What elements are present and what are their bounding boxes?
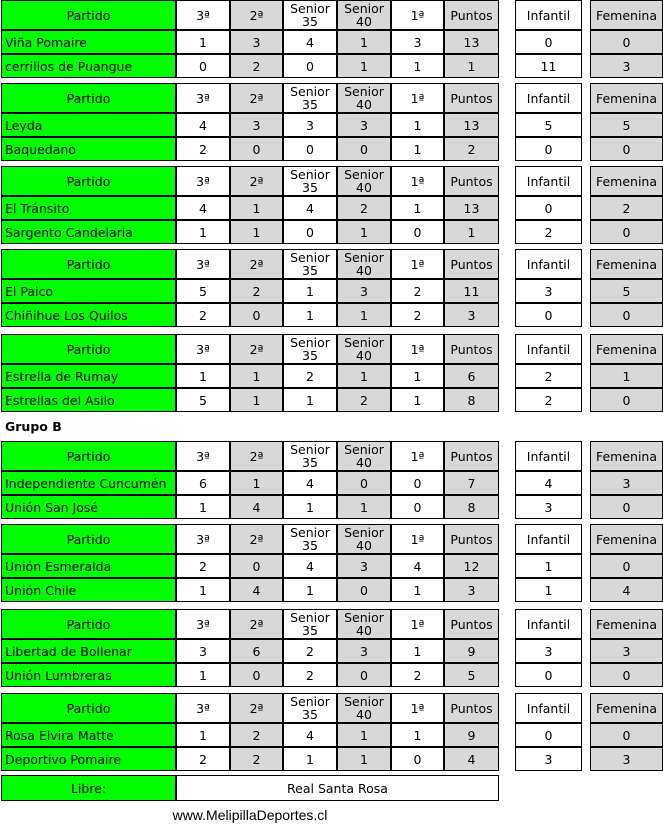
libre-label: Libre: bbox=[1, 775, 176, 801]
score-cell: 2 bbox=[230, 54, 283, 78]
header-cell: Femenina bbox=[590, 249, 663, 279]
libre-team: Real Santa Rosa bbox=[176, 775, 499, 801]
team-name: Estrellas del Asilo bbox=[1, 388, 176, 412]
score-cell: 1 bbox=[391, 54, 444, 78]
score-cell: 2 bbox=[176, 747, 230, 771]
header-cell: Puntos bbox=[444, 334, 499, 364]
score-cell: 2 bbox=[176, 554, 230, 578]
score-cell: 1 bbox=[391, 196, 444, 220]
group-title: Grupo B bbox=[5, 419, 62, 434]
score-cell: 4 bbox=[283, 30, 337, 54]
team-name: Rosa Elvira Matte bbox=[1, 723, 176, 747]
score-cell: 1 bbox=[176, 578, 230, 602]
score-cell: 4 bbox=[283, 471, 337, 495]
header-cell: 1ª bbox=[391, 609, 444, 639]
score-cell: 2 bbox=[515, 220, 582, 244]
score-cell: 4 bbox=[391, 554, 444, 578]
header-cell: Senior 40 bbox=[337, 609, 391, 639]
score-cell: 0 bbox=[515, 303, 582, 327]
score-cell: 4 bbox=[590, 578, 663, 602]
header-cell: 2ª bbox=[230, 166, 283, 196]
header-cell: 2ª bbox=[230, 524, 283, 554]
score-cell: 1 bbox=[337, 30, 391, 54]
score-cell: 2 bbox=[515, 364, 582, 388]
score-cell: 8 bbox=[444, 495, 499, 519]
score-cell: 0 bbox=[283, 137, 337, 161]
header-cell: Infantil bbox=[515, 609, 582, 639]
header-cell: 1ª bbox=[391, 441, 444, 471]
team-name: cerrillos de Puangue bbox=[1, 54, 176, 78]
score-cell: 5 bbox=[176, 388, 230, 412]
score-cell: 4 bbox=[230, 578, 283, 602]
header-cell: 3ª bbox=[176, 609, 230, 639]
team-name: Unión Chile bbox=[1, 578, 176, 602]
header-cell: 3ª bbox=[176, 524, 230, 554]
header-cell: Infantil bbox=[515, 334, 582, 364]
score-cell: 3 bbox=[283, 113, 337, 137]
score-cell: 7 bbox=[444, 471, 499, 495]
score-cell: 3 bbox=[444, 303, 499, 327]
score-cell: 5 bbox=[176, 279, 230, 303]
footer-website: www.MelipillaDeportes.cl bbox=[172, 807, 328, 823]
header-cell: Partido bbox=[1, 334, 176, 364]
team-name: Leyda bbox=[1, 113, 176, 137]
header-cell: 1ª bbox=[391, 0, 444, 30]
score-cell: 9 bbox=[444, 639, 499, 663]
score-cell: 2 bbox=[283, 639, 337, 663]
score-cell: 13 bbox=[444, 30, 499, 54]
header-cell: Senior 35 bbox=[283, 609, 337, 639]
header-cell: Senior 35 bbox=[283, 166, 337, 196]
score-cell: 1 bbox=[590, 364, 663, 388]
header-cell: Puntos bbox=[444, 609, 499, 639]
score-cell: 4 bbox=[176, 196, 230, 220]
header-cell: Senior 35 bbox=[283, 249, 337, 279]
score-cell: 3 bbox=[337, 113, 391, 137]
score-cell: 3 bbox=[230, 113, 283, 137]
header-cell: 2ª bbox=[230, 334, 283, 364]
score-cell: 0 bbox=[337, 663, 391, 687]
score-cell: 3 bbox=[515, 639, 582, 663]
header-cell: Partido bbox=[1, 609, 176, 639]
header-cell: Senior 40 bbox=[337, 0, 391, 30]
team-name: Baquedano bbox=[1, 137, 176, 161]
score-cell: 4 bbox=[283, 554, 337, 578]
team-name: Unión Esmeralda bbox=[1, 554, 176, 578]
score-cell: 6 bbox=[230, 639, 283, 663]
team-name: Viña Pomaire bbox=[1, 30, 176, 54]
score-cell: 3 bbox=[515, 279, 582, 303]
score-cell: 1 bbox=[337, 54, 391, 78]
team-name: El Paico bbox=[1, 279, 176, 303]
score-cell: 2 bbox=[230, 747, 283, 771]
score-cell: 1 bbox=[176, 220, 230, 244]
score-cell: 0 bbox=[391, 495, 444, 519]
header-cell: Partido bbox=[1, 693, 176, 723]
score-cell: 2 bbox=[391, 663, 444, 687]
score-cell: 3 bbox=[590, 747, 663, 771]
score-cell: 1 bbox=[515, 554, 582, 578]
score-cell: 1 bbox=[391, 578, 444, 602]
header-cell: 1ª bbox=[391, 166, 444, 196]
score-cell: 0 bbox=[230, 554, 283, 578]
score-cell: 0 bbox=[230, 137, 283, 161]
score-cell: 2 bbox=[283, 364, 337, 388]
score-cell: 4 bbox=[283, 196, 337, 220]
header-cell: Femenina bbox=[590, 693, 663, 723]
score-cell: 1 bbox=[283, 495, 337, 519]
header-cell: Puntos bbox=[444, 166, 499, 196]
score-cell: 1 bbox=[176, 30, 230, 54]
score-cell: 0 bbox=[337, 578, 391, 602]
header-cell: 3ª bbox=[176, 693, 230, 723]
header-cell: Senior 40 bbox=[337, 524, 391, 554]
score-cell: 11 bbox=[444, 279, 499, 303]
score-cell: 13 bbox=[444, 113, 499, 137]
score-cell: 1 bbox=[283, 747, 337, 771]
score-cell: 0 bbox=[590, 663, 663, 687]
header-cell: Femenina bbox=[590, 166, 663, 196]
score-cell: 2 bbox=[230, 279, 283, 303]
score-cell: 1 bbox=[176, 495, 230, 519]
header-cell: Infantil bbox=[515, 0, 582, 30]
score-cell: 3 bbox=[590, 471, 663, 495]
header-cell: Partido bbox=[1, 524, 176, 554]
score-cell: 1 bbox=[391, 113, 444, 137]
score-cell: 0 bbox=[590, 303, 663, 327]
score-cell: 1 bbox=[391, 137, 444, 161]
score-cell: 4 bbox=[176, 113, 230, 137]
score-cell: 0 bbox=[515, 196, 582, 220]
score-cell: 0 bbox=[590, 220, 663, 244]
header-cell: 2ª bbox=[230, 693, 283, 723]
score-cell: 2 bbox=[176, 303, 230, 327]
header-cell: Infantil bbox=[515, 524, 582, 554]
score-cell: 1 bbox=[391, 388, 444, 412]
score-cell: 1 bbox=[391, 639, 444, 663]
score-cell: 3 bbox=[391, 30, 444, 54]
team-name: Deportivo Pomaire bbox=[1, 747, 176, 771]
score-cell: 0 bbox=[337, 137, 391, 161]
score-cell: 3 bbox=[176, 639, 230, 663]
score-cell: 1 bbox=[283, 388, 337, 412]
score-cell: 0 bbox=[230, 303, 283, 327]
team-name: El Tránsito bbox=[1, 196, 176, 220]
header-cell: Partido bbox=[1, 441, 176, 471]
header-cell: Senior 40 bbox=[337, 249, 391, 279]
score-cell: 1 bbox=[230, 364, 283, 388]
score-cell: 0 bbox=[515, 723, 582, 747]
team-name: Libertad de Bollenar bbox=[1, 639, 176, 663]
header-cell: Senior 40 bbox=[337, 83, 391, 113]
team-name: Unión Lumbreras bbox=[1, 663, 176, 687]
header-cell: Infantil bbox=[515, 249, 582, 279]
score-cell: 3 bbox=[337, 554, 391, 578]
score-cell: 0 bbox=[590, 495, 663, 519]
team-name: Unión San José bbox=[1, 495, 176, 519]
header-cell: Puntos bbox=[444, 83, 499, 113]
score-cell: 12 bbox=[444, 554, 499, 578]
score-cell: 13 bbox=[444, 196, 499, 220]
header-cell: 3ª bbox=[176, 441, 230, 471]
header-cell: Femenina bbox=[590, 524, 663, 554]
score-cell: 1 bbox=[230, 220, 283, 244]
score-cell: 6 bbox=[176, 471, 230, 495]
header-cell: Senior 35 bbox=[283, 0, 337, 30]
team-name: Sargento Candelaria bbox=[1, 220, 176, 244]
score-cell: 1 bbox=[283, 578, 337, 602]
header-cell: Puntos bbox=[444, 524, 499, 554]
score-cell: 0 bbox=[337, 471, 391, 495]
header-cell: Infantil bbox=[515, 441, 582, 471]
score-cell: 2 bbox=[515, 388, 582, 412]
header-cell: Femenina bbox=[590, 441, 663, 471]
score-cell: 1 bbox=[337, 495, 391, 519]
score-cell: 1 bbox=[337, 747, 391, 771]
score-cell: 0 bbox=[176, 54, 230, 78]
score-cell: 3 bbox=[230, 30, 283, 54]
header-cell: Senior 40 bbox=[337, 166, 391, 196]
header-cell: Partido bbox=[1, 166, 176, 196]
score-cell: 3 bbox=[590, 639, 663, 663]
team-name: Independiente Cuncumén bbox=[1, 471, 176, 495]
header-cell: 2ª bbox=[230, 83, 283, 113]
score-cell: 1 bbox=[337, 303, 391, 327]
score-cell: 0 bbox=[230, 663, 283, 687]
score-cell: 1 bbox=[176, 723, 230, 747]
header-cell: 1ª bbox=[391, 249, 444, 279]
header-cell: Senior 40 bbox=[337, 334, 391, 364]
score-cell: 2 bbox=[176, 137, 230, 161]
header-cell: Puntos bbox=[444, 0, 499, 30]
score-cell: 3 bbox=[337, 639, 391, 663]
score-cell: 3 bbox=[444, 578, 499, 602]
header-cell: 1ª bbox=[391, 83, 444, 113]
score-cell: 0 bbox=[283, 220, 337, 244]
score-cell: 0 bbox=[590, 723, 663, 747]
score-cell: 0 bbox=[391, 220, 444, 244]
score-cell: 1 bbox=[337, 364, 391, 388]
header-cell: 1ª bbox=[391, 693, 444, 723]
header-cell: Puntos bbox=[444, 441, 499, 471]
score-cell: 2 bbox=[444, 137, 499, 161]
score-cell: 1 bbox=[283, 303, 337, 327]
header-cell: Senior 40 bbox=[337, 693, 391, 723]
header-cell: 2ª bbox=[230, 249, 283, 279]
header-cell: Femenina bbox=[590, 609, 663, 639]
header-cell: 2ª bbox=[230, 0, 283, 30]
score-cell: 1 bbox=[176, 364, 230, 388]
score-cell: 4 bbox=[230, 495, 283, 519]
score-cell: 2 bbox=[590, 196, 663, 220]
header-cell: 1ª bbox=[391, 334, 444, 364]
score-cell: 2 bbox=[337, 196, 391, 220]
header-cell: Senior 35 bbox=[283, 334, 337, 364]
score-cell: 1 bbox=[283, 279, 337, 303]
score-cell: 2 bbox=[283, 663, 337, 687]
header-cell: Infantil bbox=[515, 693, 582, 723]
header-cell: Senior 35 bbox=[283, 524, 337, 554]
header-cell: Partido bbox=[1, 83, 176, 113]
score-cell: 2 bbox=[391, 279, 444, 303]
score-cell: 1 bbox=[444, 54, 499, 78]
score-cell: 2 bbox=[337, 388, 391, 412]
score-cell: 0 bbox=[590, 388, 663, 412]
score-cell: 3 bbox=[337, 279, 391, 303]
score-cell: 0 bbox=[515, 137, 582, 161]
score-cell: 1 bbox=[337, 723, 391, 747]
score-cell: 1 bbox=[444, 220, 499, 244]
score-cell: 5 bbox=[515, 113, 582, 137]
header-cell: Puntos bbox=[444, 249, 499, 279]
header-cell: 3ª bbox=[176, 334, 230, 364]
score-cell: 4 bbox=[283, 723, 337, 747]
score-cell: 1 bbox=[230, 388, 283, 412]
score-cell: 0 bbox=[391, 471, 444, 495]
score-cell: 1 bbox=[230, 471, 283, 495]
header-cell: Senior 35 bbox=[283, 83, 337, 113]
score-cell: 3 bbox=[515, 747, 582, 771]
score-cell: 6 bbox=[444, 364, 499, 388]
score-cell: 5 bbox=[590, 279, 663, 303]
score-cell: 1 bbox=[337, 220, 391, 244]
score-cell: 0 bbox=[515, 663, 582, 687]
score-cell: 3 bbox=[515, 495, 582, 519]
score-cell: 0 bbox=[391, 747, 444, 771]
header-cell: Partido bbox=[1, 249, 176, 279]
header-cell: Femenina bbox=[590, 0, 663, 30]
score-cell: 11 bbox=[515, 54, 582, 78]
header-cell: 2ª bbox=[230, 609, 283, 639]
score-cell: 5 bbox=[444, 663, 499, 687]
team-name: Estrella de Rumay bbox=[1, 364, 176, 388]
header-cell: Senior 35 bbox=[283, 693, 337, 723]
score-cell: 4 bbox=[515, 471, 582, 495]
header-cell: Femenina bbox=[590, 83, 663, 113]
header-cell: 3ª bbox=[176, 249, 230, 279]
header-cell: Infantil bbox=[515, 166, 582, 196]
header-cell: 1ª bbox=[391, 524, 444, 554]
score-cell: 1 bbox=[391, 723, 444, 747]
score-cell: 3 bbox=[590, 54, 663, 78]
score-cell: 0 bbox=[590, 30, 663, 54]
header-cell: 3ª bbox=[176, 166, 230, 196]
score-cell: 0 bbox=[515, 30, 582, 54]
header-cell: Senior 35 bbox=[283, 441, 337, 471]
score-cell: 1 bbox=[230, 196, 283, 220]
team-name: Chiñihue Los Quilos bbox=[1, 303, 176, 327]
score-cell: 2 bbox=[391, 303, 444, 327]
score-cell: 0 bbox=[590, 137, 663, 161]
header-cell: 3ª bbox=[176, 83, 230, 113]
header-cell: Puntos bbox=[444, 693, 499, 723]
header-cell: 2ª bbox=[230, 441, 283, 471]
score-cell: 1 bbox=[391, 364, 444, 388]
score-cell: 9 bbox=[444, 723, 499, 747]
header-cell: Senior 40 bbox=[337, 441, 391, 471]
score-cell: 0 bbox=[590, 554, 663, 578]
score-cell: 4 bbox=[444, 747, 499, 771]
score-cell: 1 bbox=[176, 663, 230, 687]
score-cell: 8 bbox=[444, 388, 499, 412]
header-cell: 3ª bbox=[176, 0, 230, 30]
score-cell: 0 bbox=[283, 54, 337, 78]
header-cell: Infantil bbox=[515, 83, 582, 113]
header-cell: Femenina bbox=[590, 334, 663, 364]
header-cell: Partido bbox=[1, 0, 176, 30]
score-cell: 2 bbox=[230, 723, 283, 747]
score-cell: 5 bbox=[590, 113, 663, 137]
score-cell: 1 bbox=[515, 578, 582, 602]
